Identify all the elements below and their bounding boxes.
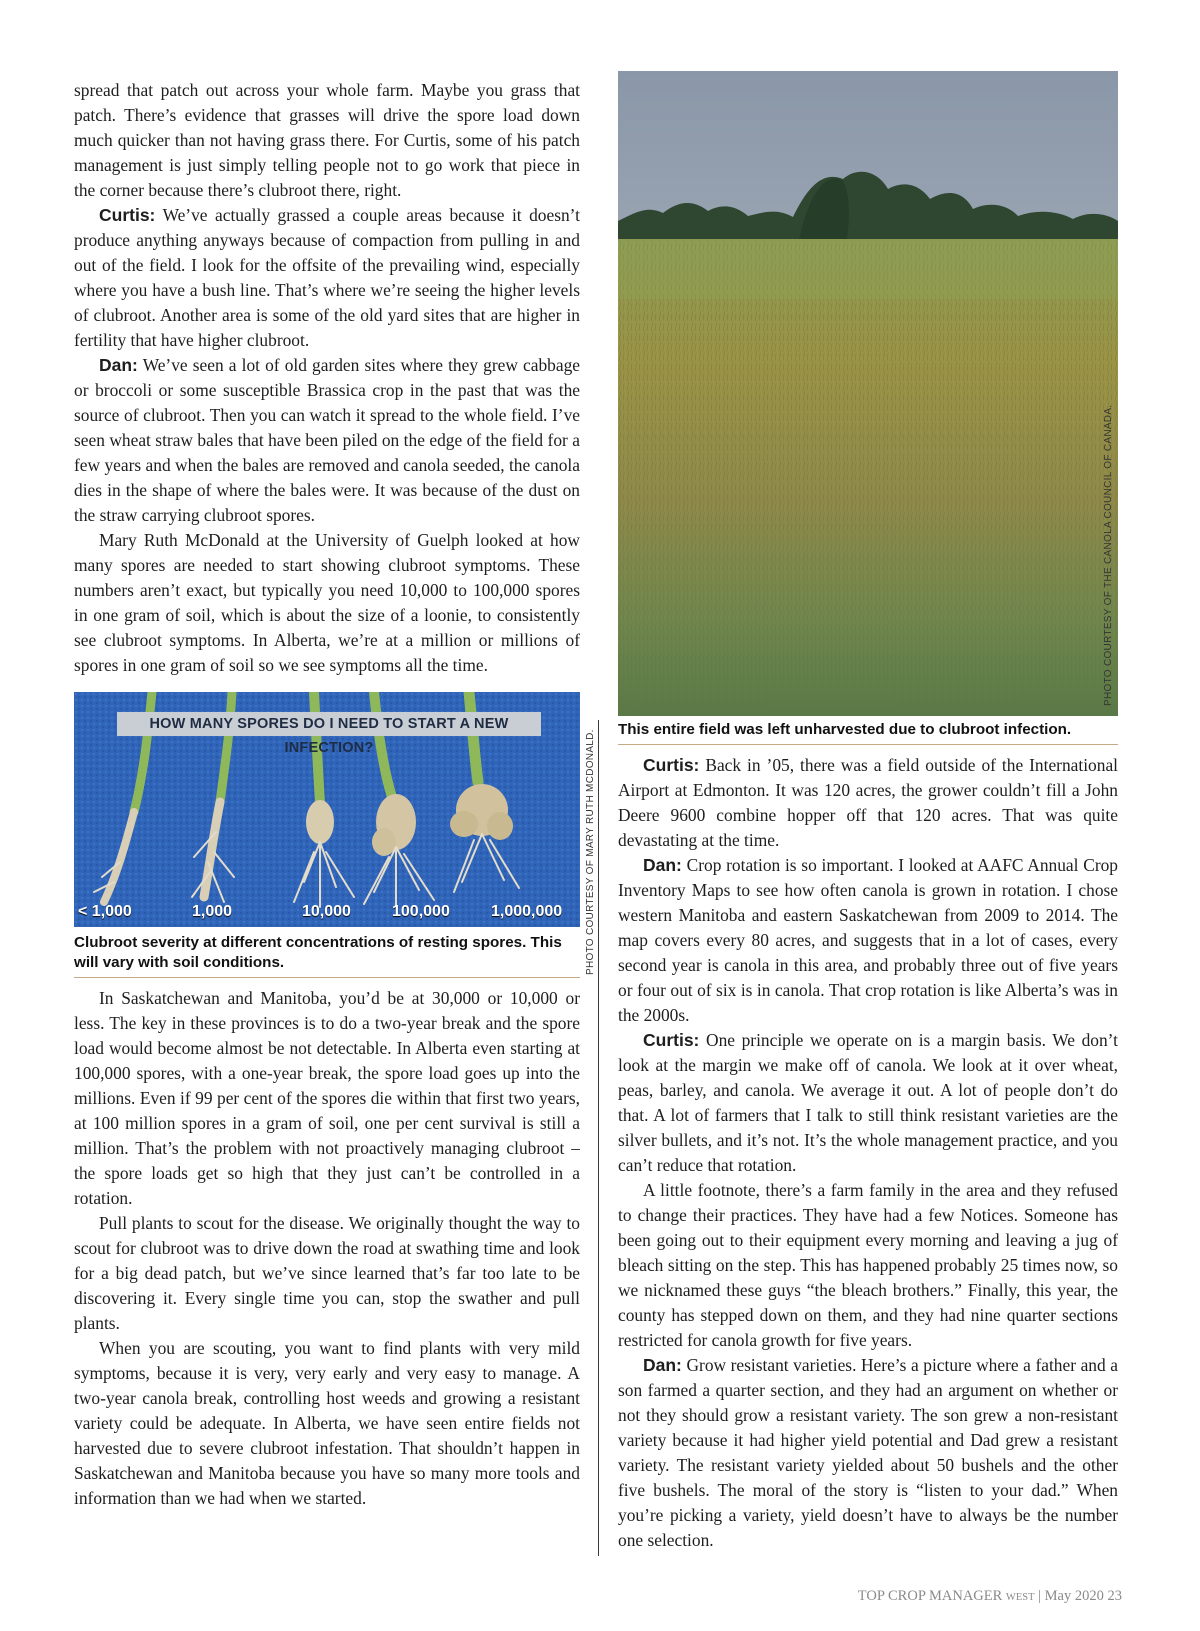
- spore-count-label: 1,000: [192, 903, 233, 920]
- caption-rule: [74, 977, 580, 978]
- article-paragraph: In Saskatchewan and Manitoba, you’d be at 30,000 or 10,000 or less. The key in these provinces is to do a two-year break and the spore load would become almost be not detectable. In Alberta even starting at 100,000 spores, with a one-year break, the spore load goes up into the millions. Even if 99 per cent of the spores die within that first two years, at 100 million spores in a gram of soil, one per cent survival is still a million. That’s the problem with not proactively managing clubroot – the spore loads get so high that they just can’t be controlled in a rotation.: [74, 988, 580, 1208]
- paragraph-text: We’ve actually grassed a couple areas because it doesn’t produce anything anyways because of compaction from pulling in and out of the field. I look for the offsite of the prevailing wind, especially where you have a bush line. That’s where we’re seeing the higher levels of clubroot. Another area is some of the old yard sites that are higher in fertility that have higher clubroot.: [74, 205, 580, 350]
- article-paragraph: Pull plants to scout for the disease. We originally thought the way to scout for clubroot was to drive down the road at swathing time and look for a big dead patch, but we’ve since learned that’s far too late to be discovering it. Every single time you can, stop the swather and pull plants.: [74, 1213, 580, 1333]
- issue-date-page: May 2020 23: [1044, 1588, 1122, 1604]
- clubroot-roots-photo: [74, 692, 580, 927]
- article-paragraph: [74, 203, 580, 353]
- photo-credit: PHOTO COURTESY OF THE CANOLA COUNCIL OF CANADA.: [1103, 404, 1114, 706]
- article-paragraph: [74, 353, 580, 528]
- speaker-label: Dan:: [643, 855, 682, 875]
- spore-count-label: 100,000: [392, 903, 450, 920]
- spore-count-label: 1,000,000: [491, 903, 563, 920]
- spore-count-label: < 1,000: [78, 903, 132, 920]
- article-paragraph: spread that patch out across your whole farm. Maybe you grass that patch. There’s evidence that grasses will drive the spore load down much quicker than not having grass there. For Curtis, some of his patch management is just simply telling people not to go work that piece in the corner because there’s clubroot there, right.: [74, 80, 580, 200]
- publication-edition: WEST: [1005, 1592, 1035, 1603]
- speaker-label: Dan:: [643, 1355, 682, 1375]
- photo-banner: HOW MANY SPORES DO I NEED TO START A NEW INFECTION?: [117, 712, 541, 736]
- right-column: [618, 720, 1118, 1553]
- paragraph-text: Grow resistant varieties. Here’s a picture where a father and a son farmed a quarter section, and they had an argument on whether or not they should grow a resistant variety. The son grew a non-resistant variety because it had higher yield potential and Dad grew a resistant variety. The resistant variety yielded about 50 bushels and the other five bushels. The moral of the story is “listen to your dad.” When you’re picking a variety, yield doesn’t have to always be the number one selection.: [618, 1355, 1118, 1550]
- speaker-label: Curtis:: [643, 1030, 700, 1050]
- article-paragraph: [618, 1353, 1118, 1553]
- photo-credit: PHOTO COURTESY OF MARY RUTH MCDONALD.: [585, 729, 596, 975]
- article-paragraph: [618, 853, 1118, 1028]
- speaker-label: Curtis:: [99, 205, 156, 225]
- column-divider: [598, 720, 599, 1556]
- article-paragraph: Mary Ruth McDonald at the University of Guelph looked at how many spores are needed to start showing clubroot symptoms. These numbers aren’t exact, but typically you need 10,000 to 100,000 spores in one gram of soil, which is about the size of a loonie, to consistently see clubroot symptoms. In Alberta, we’re at a million or millions of spores in one gram of soil so we see symptoms all the time.: [74, 530, 580, 675]
- field-illustration: [618, 71, 1118, 716]
- article-paragraph: [618, 1028, 1118, 1178]
- spore-count-label: 10,000: [302, 903, 351, 920]
- photo-caption: Clubroot severity at different concentrations of resting spores. This will vary with soil conditions.: [74, 934, 562, 971]
- paragraph-text: One principle we operate on is a margin basis. We don’t look at the margin we make off of canola. We look at it over wheat, peas, barley, and canola. We average it out. A lot of people don’t do that. A lot of farmers that I talk to still think resistant varieties are the silver bullets, and it’s not. It’s the whole management practice, and you can’t reduce that rotation.: [618, 1030, 1118, 1175]
- article-paragraph: When you are scouting, you want to find plants with very mild symptoms, because it is very, very early and very easy to manage. A two-year canola break, controlling host weeds and growing a resistant variety could be adequate. In Alberta, we have seen entire fields not harvested due to severe clubroot infestation. That shouldn’t happen in Saskatchewan and Manitoba because you have so many more tools and information than we had when we started.: [74, 1338, 580, 1508]
- publication-name: TOP CROP MANAGER: [857, 1588, 1003, 1604]
- page-footer: [858, 1588, 1122, 1605]
- speaker-label: Curtis:: [643, 755, 700, 775]
- canola-field-photo: [618, 71, 1118, 716]
- paragraph-text: We’ve seen a lot of old garden sites where they grew cabbage or broccoli or some susceptible Brassica crop in the past that was the source of clubroot. Then you can watch it spread to the whole field. I’ve seen wheat straw bales that have been piled on the edge of the field for a few years and when the bales are removed and canola seeded, the canola dies in the shape of where the bales were. It was because of the dust on the straw carrying clubroot spores.: [74, 355, 580, 525]
- speaker-label: Dan:: [99, 355, 138, 375]
- photo-caption: This entire field was left unharvested due to clubroot infection.: [618, 721, 1072, 738]
- article-paragraph: [618, 753, 1118, 853]
- footer-separator: |: [1038, 1588, 1042, 1604]
- paragraph-text: Back in ’05, there was a field outside of the International Airport at Edmonton. It was 120 acres, the grower couldn’t fill a John Deere 9600 combine hopper off that 120 acres. That was quite devastating at the time.: [618, 755, 1118, 850]
- article-paragraph: A little footnote, there’s a farm family in the area and they refused to change their practices. They have had a few Notices. Someone has been going out to their equipment every morning and leaving a jug of bleach sitting on the step. This has happened probably 25 times now, so we nicknamed these guys “the bleach brothers.” Finally, this year, the county has stepped down on them, and they had nine quarter sections restricted for canola growth for five years.: [618, 1180, 1118, 1350]
- caption-rule: [618, 744, 1118, 745]
- left-column: [74, 78, 580, 1511]
- paragraph-text: Crop rotation is so important. I looked at AAFC Annual Crop Inventory Maps to see how often canola is grown in rotation. I chose western Manitoba and eastern Saskatchewan from 2009 to 2014. The map covers every 80 acres, and suggests that in a lot of cases, every second year is canola in this area, and probably three out of five years or four out of six is in canola. That crop rotation is like Alberta’s was in the 2000s.: [618, 855, 1118, 1025]
